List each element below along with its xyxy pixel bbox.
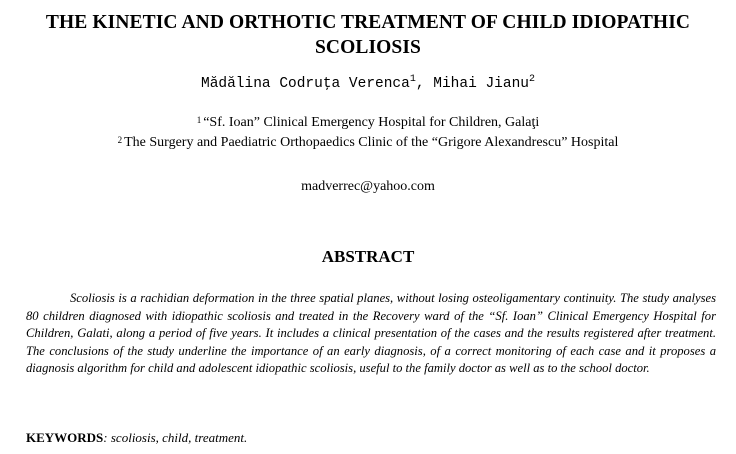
affiliation-mark: 1 — [196, 115, 202, 125]
contact-email: madverrec@yahoo.com — [301, 179, 435, 194]
keywords-text: : scoliosis, child, treatment. — [103, 430, 248, 445]
author-affiliation-mark: 1 — [409, 74, 416, 85]
affiliation-1 — [0, 114, 736, 132]
paper-title: THE KINETIC AND ORTHOTIC TREATMENT OF CHILD IDIOPATHIC SCOLIOSIS — [45, 12, 691, 58]
author-line — [0, 74, 736, 94]
affiliation-text: “Sf. Ioan” Clinical Emergency Hospital for Children, Galaţi — [203, 115, 540, 130]
keywords-label: KEYWORDS — [26, 430, 104, 445]
affiliation-text: The Surgery and Paediatric Orthopaedics Clinic of the “Grigore Alexandrescu” Hospital — [124, 135, 619, 150]
author-separator: , — [415, 76, 434, 92]
affiliation-mark: 2 — [117, 135, 123, 145]
affiliation-2 — [0, 134, 736, 152]
abstract-heading: ABSTRACT — [321, 247, 415, 266]
keywords-line — [26, 429, 716, 447]
abstract-body: Scoliosis is a rachidian deformation in the three spatial planes, without losing osteoligamentary continuity. The study analyses 80 children diagnosed with idiopathic scoliosis and treated in the Recovery ward of the “Sf. Ioan” Clinical Emergency Hospital for Children, Galati, along a period of five years. It includes a clinical presentation of the cases and the results registered after treatment. The conclusions of the study underline the importance of an early diagnosis, of a correct monitoring of each case and it proposes a diagnosis algorithm for child and adolescent idiopathic scoliosis, useful to the family doctor as well as to the school doctor. — [26, 291, 716, 376]
author-affiliation-mark: 2 — [528, 74, 535, 85]
author-name: Mădălina Codruţa Verenca — [201, 76, 410, 92]
author-name: Mihai Jianu — [433, 76, 529, 92]
